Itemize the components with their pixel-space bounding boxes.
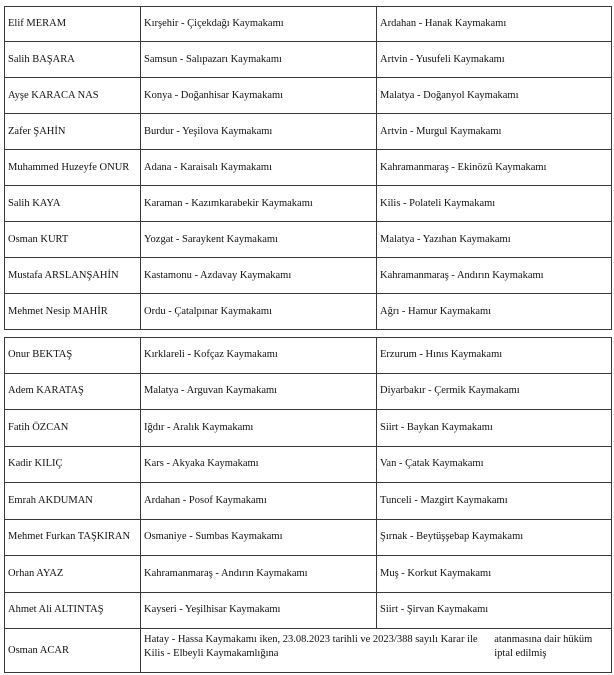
name-cell: Osman KURT [4, 222, 140, 257]
new-post-cell: Şırnak - Beytüşşebap Kaymakamı [376, 520, 612, 556]
former-post-cell: Kayseri - Yeşilhisar Kaymakamı [140, 593, 376, 629]
table-row [4, 186, 612, 222]
name-cell: Muhammed Huzeyfe ONUR [4, 150, 140, 185]
former-post-cell: Kars - Akyaka Kaymakamı [140, 447, 376, 483]
annulment-note-line-2: atanmasına dair hüküm iptal edilmiş [494, 634, 593, 659]
appointments-table-1 [4, 6, 612, 330]
table-row [4, 42, 612, 78]
table-row [4, 6, 612, 42]
table-row [4, 150, 612, 186]
appointments-table-2 [4, 337, 612, 673]
new-post-cell: Muş - Korkut Kaymakamı [376, 556, 612, 592]
new-post-cell: Malatya - Doğanyol Kaymakamı [376, 78, 612, 113]
former-post-cell: Yozgat - Saraykent Kaymakamı [140, 222, 376, 257]
table-row [4, 556, 612, 593]
table-row [4, 337, 612, 374]
new-post-cell: Van - Çatak Kaymakamı [376, 447, 612, 483]
table-row [4, 294, 612, 330]
name-cell: Adem KARATAŞ [4, 374, 140, 410]
former-post-cell: Iğdır - Aralık Kaymakamı [140, 410, 376, 446]
name-cell: Salih KAYA [4, 186, 140, 221]
table-row [4, 374, 612, 411]
former-post-cell: Malatya - Arguvan Kaymakamı [140, 374, 376, 410]
table-row [4, 222, 612, 258]
annulment-note-cell [140, 629, 612, 672]
new-post-cell: Artvin - Murgul Kaymakamı [376, 114, 612, 149]
name-cell: Salih BAŞARA [4, 42, 140, 77]
name-cell: Zafer ŞAHİN [4, 114, 140, 149]
name-cell: Fatih ÖZCAN [4, 410, 140, 446]
new-post-cell: Kahramanmaraş - Andırın Kaymakamı [376, 258, 612, 293]
new-post-cell: Malatya - Yazıhan Kaymakamı [376, 222, 612, 257]
new-post-cell: Artvin - Yusufeli Kaymakamı [376, 42, 612, 77]
name-cell: Kadir KILIÇ [4, 447, 140, 483]
former-post-cell: Ordu - Çatalpınar Kaymakamı [140, 294, 376, 329]
new-post-cell: Ağrı - Hamur Kaymakamı [376, 294, 612, 329]
new-post-cell: Diyarbakır - Çermik Kaymakamı [376, 374, 612, 410]
new-post-cell: Erzurum - Hınıs Kaymakamı [376, 338, 612, 373]
former-post-cell: Kırşehir - Çiçekdağı Kaymakamı [140, 7, 376, 41]
name-cell: Mehmet Furkan TAŞKIRAN [4, 520, 140, 556]
table-row [4, 447, 612, 484]
annulment-note-line-1: Hatay - Hassa Kaymakamı iken, 23.08.2023 tarihli ve 2023/388 sayılı Karar ile Kilis - Elbeyli Kaymakamlığına [144, 634, 478, 659]
table-row [4, 258, 612, 294]
name-cell: Ayşe KARACA NAS [4, 78, 140, 113]
name-cell: Elif MERAM [4, 7, 140, 41]
former-post-cell: Osmaniye - Sumbas Kaymakamı [140, 520, 376, 556]
name-cell: Orhan AYAZ [4, 556, 140, 592]
name-cell: Mehmet Nesip MAHİR [4, 294, 140, 329]
table-row [4, 483, 612, 520]
name-cell: Ahmet Ali ALTINTAŞ [4, 593, 140, 629]
former-post-cell: Burdur - Yeşilova Kaymakamı [140, 114, 376, 149]
table-row [4, 593, 612, 630]
new-post-cell: Kilis - Polateli Kaymakamı [376, 186, 612, 221]
table-row [4, 410, 612, 447]
table-row-annulled [4, 629, 612, 673]
former-post-cell: Kırklareli - Kofçaz Kaymakamı [140, 338, 376, 373]
name-cell: Onur BEKTAŞ [4, 338, 140, 373]
table-row [4, 114, 612, 150]
name-cell: Mustafa ARSLANŞAHİN [4, 258, 140, 293]
former-post-cell: Kastamonu - Azdavay Kaymakamı [140, 258, 376, 293]
former-post-cell: Karaman - Kazımkarabekir Kaymakamı [140, 186, 376, 221]
new-post-cell: Tunceli - Mazgirt Kaymakamı [376, 483, 612, 519]
new-post-cell: Siirt - Şirvan Kaymakamı [376, 593, 612, 629]
new-post-cell: Siirt - Baykan Kaymakamı [376, 410, 612, 446]
former-post-cell: Kahramanmaraş - Andırın Kaymakamı [140, 556, 376, 592]
former-post-cell: Adana - Karaisalı Kaymakamı [140, 150, 376, 185]
former-post-cell: Konya - Doğanhisar Kaymakamı [140, 78, 376, 113]
new-post-cell: Ardahan - Hanak Kaymakamı [376, 7, 612, 41]
name-cell: Emrah AKDUMAN [4, 483, 140, 519]
name-cell: Osman ACAR [4, 629, 140, 672]
former-post-cell: Ardahan - Posof Kaymakamı [140, 483, 376, 519]
table-row [4, 78, 612, 114]
former-post-cell: Samsun - Salıpazarı Kaymakamı [140, 42, 376, 77]
new-post-cell: Kahramanmaraş - Ekinözü Kaymakamı [376, 150, 612, 185]
table-row [4, 520, 612, 557]
